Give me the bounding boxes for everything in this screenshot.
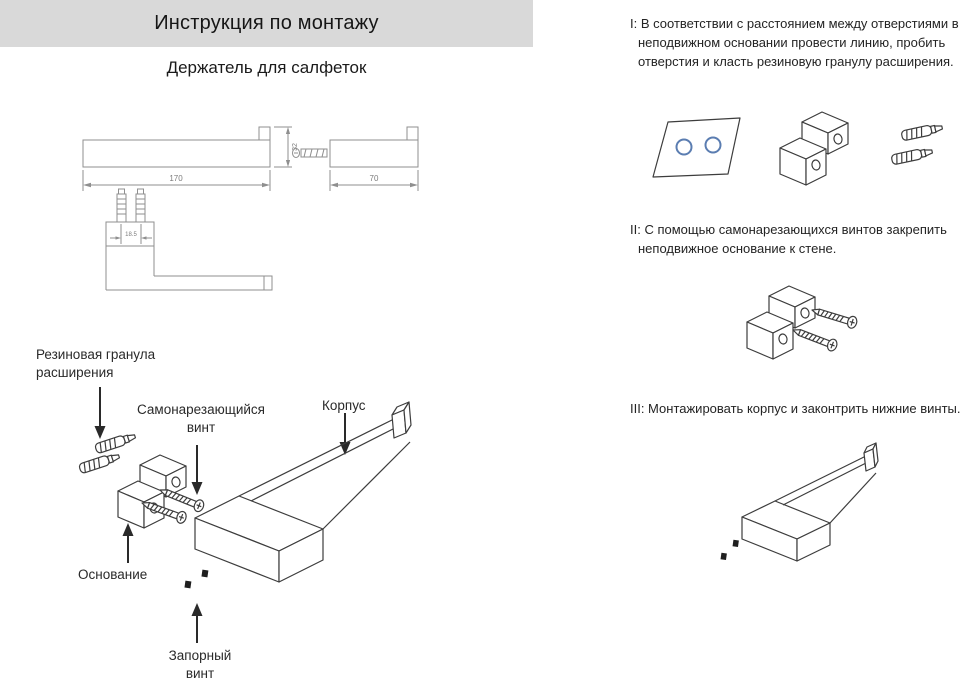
locking-screw-arrow [192,603,203,643]
locking-screw-drawing [721,553,727,560]
step-1-diagram [640,98,970,210]
label-body: Корпус [322,398,366,413]
step-2-text: II: С помощью самонарезающихся винтов закрепить неподвижное основание к стене. [630,222,947,256]
dim-height: 32 [292,143,299,151]
rubber-plug-drawing [78,452,120,474]
rubber-plug-arrow [95,387,106,439]
base-arrow [123,523,134,563]
locking-screw-drawing [184,581,191,589]
self-tapping-screw-drawing [791,324,839,352]
rubber-plug-drawing [901,123,943,141]
product-subtitle: Держатель для салфеток [166,58,367,77]
step-2-diagram [705,272,940,390]
base-block-drawing [780,112,848,185]
step-1-text: I: В соответствии с расстоянием между отверстиями в неподвижном основании провести линию, пробить отверстия и класть резиновую гранулу расширения. [630,16,959,69]
label-base: Основание [78,567,148,582]
self-tapping-screw-drawing [810,304,858,329]
body-arrow [340,413,351,455]
header-bar [0,0,533,47]
top-view [106,189,272,290]
locking-screw-drawing [201,570,208,578]
dim-length: 170 [169,174,183,183]
technical-drawing [58,110,443,315]
step-3-diagram [690,425,970,600]
front-view [83,127,299,191]
exploded-diagram [20,335,465,694]
dim-depth: 70 [369,174,379,183]
label-locking-screw: Запорный винт [168,648,232,681]
rubber-plug-drawing [891,147,933,165]
base-block-drawing [747,286,815,359]
body-drawing [742,443,878,561]
label-rubber-plug: Резиновая гранула расширения [36,347,156,380]
side-view [293,127,419,191]
dim-hole-spacing: 18.5 [125,232,137,238]
step-3-text: III: Монтажировать корпус и законтрить нижние винты. [630,401,961,416]
self-tapping-screw-arrow [192,445,203,495]
page-title: Инструкция по монтажу [154,12,379,34]
label-self-tapping-screw: Самонарезающийся винт [137,402,265,435]
wall-plate-drawing [653,118,740,177]
locking-screw-drawing [733,540,739,547]
